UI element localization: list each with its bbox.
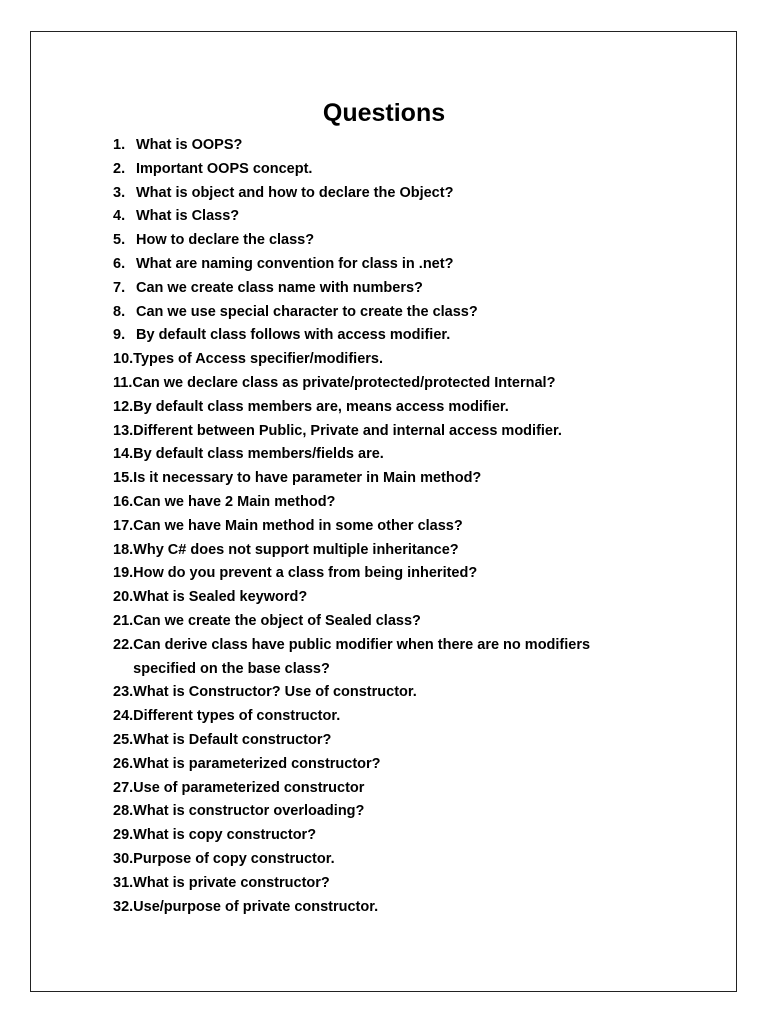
question-number: 32. (113, 898, 134, 915)
question-item (113, 158, 653, 182)
question-number: 9. (113, 327, 126, 344)
question-item (113, 467, 653, 491)
question-text: Can we declare class as private/protected/protected Internal? (132, 374, 556, 391)
question-text: What is Constructor? Use of constructor. (133, 684, 417, 701)
page-title: Questions (322, 99, 446, 127)
question-number: 6. (113, 255, 126, 272)
question-item (113, 634, 653, 682)
question-text: How to declare the class? (136, 232, 315, 249)
question-number: 30. (113, 850, 134, 867)
question-number: 15. (113, 470, 134, 487)
question-number: 27. (113, 779, 134, 796)
question-list (113, 134, 653, 919)
question-number: 7. (113, 279, 126, 296)
question-text: What is private constructor? (133, 874, 330, 891)
question-item (113, 586, 653, 610)
question-item (113, 301, 653, 325)
question-text: What is constructor overloading? (133, 803, 365, 820)
question-item (113, 705, 653, 729)
question-item (113, 491, 653, 515)
question-number: 10. (113, 351, 134, 368)
question-number: 25. (113, 731, 134, 748)
question-item (113, 610, 653, 634)
question-item (113, 562, 653, 586)
question-text: What is copy constructor? (133, 827, 317, 844)
question-text: What is OOPS? (136, 137, 243, 153)
question-number: 29. (113, 827, 134, 844)
question-text: Different between Public, Private and internal access modifier. (133, 422, 562, 439)
question-item (113, 348, 653, 372)
question-number: 4. (113, 208, 126, 225)
question-text: Can we create class name with numbers? (136, 279, 423, 296)
question-text: What is Sealed keyword? (133, 589, 308, 606)
question-text: What are naming convention for class in .net? (136, 255, 454, 272)
question-text: Can derive class have public modifier when there are no modifiers specified on the base class? (133, 636, 591, 677)
question-number: 22. (113, 636, 134, 653)
question-text: Use of parameterized constructor (133, 779, 365, 796)
question-item (113, 515, 653, 539)
question-text: What is Class? (136, 208, 240, 225)
question-text: Purpose of copy constructor. (133, 850, 335, 867)
question-text: By default class follows with access modifier. (136, 327, 451, 344)
question-number: 19. (113, 565, 134, 582)
question-item (113, 420, 653, 444)
question-number: 20. (113, 589, 134, 606)
question-number: 2. (113, 160, 126, 177)
question-item (113, 134, 653, 158)
question-text: Different types of constructor. (133, 708, 341, 725)
question-item (113, 324, 653, 348)
question-text: Can we have 2 Main method? (133, 493, 336, 510)
question-number: 28. (113, 803, 134, 820)
question-number: 24. (113, 708, 134, 725)
question-item (113, 800, 653, 824)
question-number: 31. (113, 874, 134, 891)
question-item (113, 729, 653, 753)
question-text: Important OOPS concept. (136, 160, 313, 177)
question-text: What is Default constructor? (133, 731, 332, 748)
question-number: 26. (113, 755, 134, 772)
question-item (113, 896, 653, 920)
question-item (113, 253, 653, 277)
question-item (113, 753, 653, 777)
question-text: Is it necessary to have parameter in Main method? (133, 470, 482, 487)
question-text: Can we use special character to create the class? (136, 303, 478, 320)
question-item (113, 396, 653, 420)
question-number: 13. (113, 422, 134, 439)
question-number: 18. (113, 541, 134, 558)
question-text: Why C# does not support multiple inheritance? (133, 541, 459, 558)
question-item (113, 229, 653, 253)
question-text: What is object and how to declare the Object? (136, 184, 454, 201)
question-item (113, 182, 653, 206)
question-text: Can we have Main method in some other class? (133, 517, 463, 534)
question-item (113, 848, 653, 872)
question-number: 14. (113, 446, 134, 463)
question-text: Use/purpose of private constructor. (133, 898, 379, 915)
question-text: By default class members/fields are. (133, 446, 384, 463)
question-number: 12. (113, 398, 134, 415)
question-number: 21. (113, 612, 134, 629)
question-item (113, 777, 653, 801)
question-item (113, 277, 653, 301)
question-text: How do you prevent a class from being inherited? (133, 565, 478, 582)
question-item (113, 205, 653, 229)
question-text: Can we create the object of Sealed class? (133, 612, 421, 629)
question-text: By default class members are, means access modifier. (133, 398, 509, 415)
question-item (113, 372, 653, 396)
question-item (113, 443, 653, 467)
question-number: 16. (113, 493, 134, 510)
question-number: 5. (113, 232, 126, 249)
question-number: 17. (113, 517, 134, 534)
question-number: 23. (113, 684, 134, 701)
question-number: 3. (113, 184, 126, 201)
question-text: What is parameterized constructor? (133, 755, 381, 772)
question-number: 8. (113, 303, 126, 320)
question-item (113, 872, 653, 896)
question-item (113, 824, 653, 848)
question-item (113, 681, 653, 705)
question-item (113, 539, 653, 563)
question-number: 1. (113, 137, 126, 153)
question-text: Types of Access specifier/modifiers. (133, 351, 383, 368)
question-number: 11. (113, 374, 133, 391)
